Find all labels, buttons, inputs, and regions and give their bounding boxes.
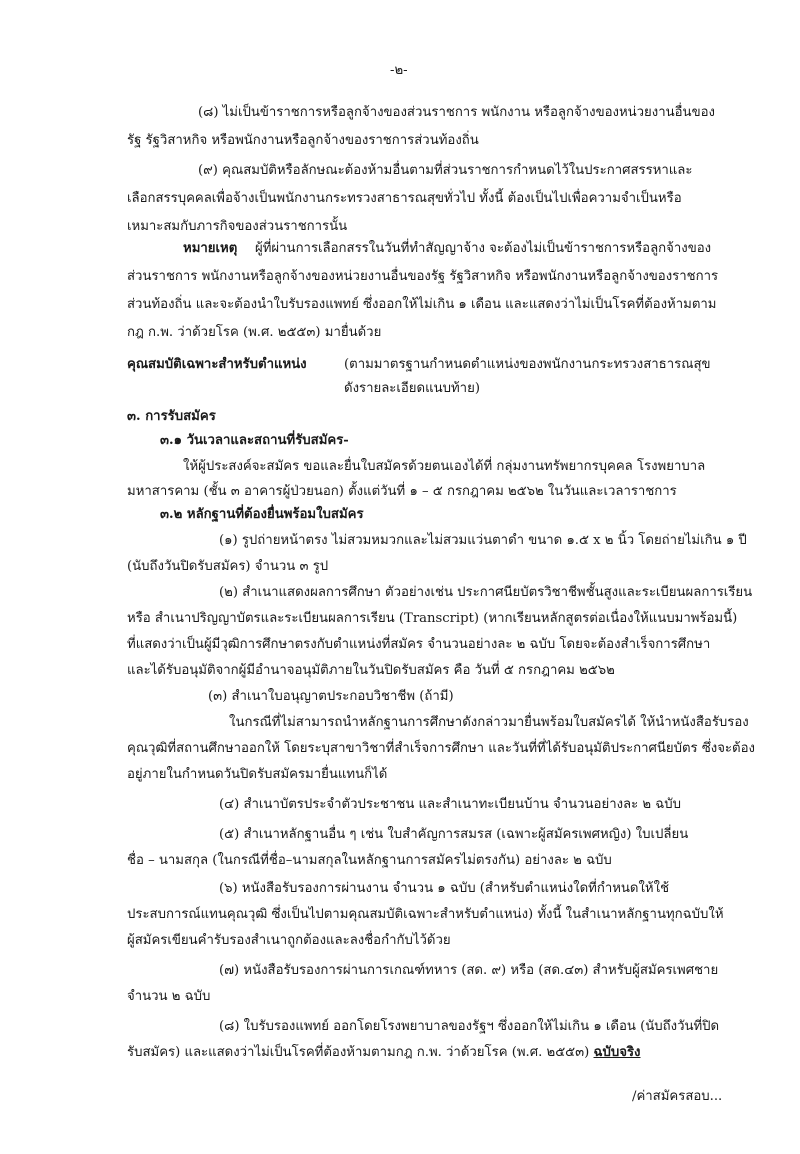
note-line-1: ผู้ที่ผ่านการเลือกสรรในวันที่ทำสัญญาจ้าง จะต้องไม่เป็นข้าราชการหรือลูกจ้างของ: [255, 241, 712, 256]
doc-6-line-2: ประสบการณ์แทนคุณวุฒิ ซึ่งเป็นไปตามคุณสมบัติเฉพาะสำหรับตำแหน่ง) ทั้งนี้ ในสำเนาหลักฐานทุกฉบับให้: [127, 907, 724, 922]
position-qual-line-2: ดังรายละเอียดแนบท้าย): [344, 381, 480, 396]
note-label: หมายเหตุ: [183, 241, 238, 256]
doc-5-line-2: ชื่อ – นามสกุล (ในกรณีที่ชื่อ–นามสกุลในหลักฐานการสมัครไม่ตรงกัน) อย่างละ ๒ ฉบับ: [127, 853, 612, 868]
doc-3-line-3: คุณวุฒิที่สถานศึกษาออกให้ โดยระบุสาขาวิชาที่สำเร็จการศึกษา และวันที่ที่ได้รับอนุมัติประกาศนียบัตร ซึ่งจะต้อง: [127, 741, 755, 756]
note-line-2: ส่วนราชการ พนักงานหรือลูกจ้างของหน่วยงานอื่นของรัฐ รัฐวิสาหกิจ หรือพนักงานหรือลูกจ้างของราชการ: [127, 269, 719, 284]
position-qual-line-1: (ตามมาตรฐานกำหนดตำแหน่งของพนักงานกระทรวงสาธารณสุข: [344, 357, 711, 372]
doc-8-line-1: (๘) ใบรับรองแพทย์ ออกโดยโรงพยาบาลของรัฐฯ ซึ่งออกให้ไม่เกิน ๑ เดือน (นับถึงวันที่ปิด: [219, 1019, 720, 1034]
doc-3-line-1: (๓) สำเนาใบอนุญาตประกอบวิชาชีพ (ถ้ามี): [208, 689, 454, 704]
position-qual-heading: คุณสมบัติเฉพาะสำหรับตำแหน่ง: [127, 357, 307, 372]
item-8-line-2: รัฐ รัฐวิสาหกิจ หรือพนักงานหรือลูกจ้างของราชการส่วนท้องถิ่น: [127, 133, 479, 148]
continuation-marker: /ค่าสมัครสอบ...: [632, 1089, 723, 1104]
doc-2-line-3: ที่แสดงว่าเป็นผู้มีวุฒิการศึกษาตรงกับตำแหน่งที่สมัคร จำนวนอย่างละ ๒ ฉบับ โดยจะต้องสำเร็จการศึกษา: [127, 637, 711, 652]
doc-6-line-3: ผู้สมัครเขียนคำรับรองสำเนาถูกต้องและลงชื่อกำกับไว้ด้วย: [127, 933, 451, 948]
doc-2-line-1: (๒) สำเนาแสดงผลการศึกษา ตัวอย่างเช่น ประกาศนียบัตรวิชาชีพชั้นสูงและระเบียนผลการเรียน: [219, 585, 753, 600]
item-8-line-1: (๘) ไม่เป็นข้าราชการหรือลูกจ้างของส่วนราชการ พนักงาน หรือลูกจ้างของหน่วยงานอื่นของ: [198, 105, 715, 120]
doc-8-emphasis: ฉบับจริง: [593, 1045, 641, 1060]
doc-5-line-1: (๕) สำเนาหลักฐานอื่น ๆ เช่น ใบสำคัญการสมรส (เฉพาะผู้สมัครเพศหญิง) ใบเปลี่ยน: [219, 827, 689, 842]
section-3-heading: ๓. การรับสมัคร: [127, 409, 216, 424]
section-3-1-heading: ๓.๑ วันเวลาและสถานที่รับสมัคร-: [160, 433, 349, 448]
doc-8-line-2-text: รับสมัคร) และแสดงว่าไม่เป็นโรคที่ต้องห้ามตามกฎ ก.พ. ว่าด้วยโรค (พ.ศ. ๒๕๕๓): [127, 1045, 590, 1060]
doc-7-line-1: (๗) หนังสือรับรองการผ่านการเกณฑ์ทหาร (สด. ๙) หรือ (สด.๔๓) สำหรับผู้สมัครเพศชาย: [219, 963, 719, 978]
item-9-line-2: เลือกสรรบุคคลเพื่อจ้างเป็นพนักงานกระทรวงสาธารณสุขทั่วไป ทั้งนี้ ต้องเป็นไปเพื่อความจำเป็นหรือ: [127, 191, 682, 206]
item-9-line-1: (๙) คุณสมบัติหรือลักษณะต้องห้ามอื่นตามที่ส่วนราชการกำหนดไว้ในประกาศสรรหาและ: [198, 163, 693, 178]
doc-2-line-4: และได้รับอนุมัติจากผู้มีอำนาจอนุมัติภายในวันปิดรับสมัคร คือ วันที่ ๕ กรกฎาคม ๒๕๖๒: [127, 663, 615, 678]
doc-4-line-1: (๔) สำเนาบัตรประจำตัวประชาชน และสำเนาทะเบียนบ้าน จำนวนอย่างละ ๒ ฉบับ: [219, 797, 682, 812]
doc-2-line-2: หรือ สำเนาปริญญาบัตรและระเบียนผลการเรียน (Transcript) (หากเรียนหลักสูตรต่อเนื่องให้แนบมาพร้อมนี้): [127, 611, 738, 626]
doc-8-line-2: [127, 1044, 641, 1062]
section-3-1-line-1: ให้ผู้ประสงค์จะสมัคร ขอและยื่นใบสมัครด้วยตนเองได้ที่ กลุ่มงานทรัพยากรบุคคล โรงพยาบาล: [183, 459, 706, 474]
doc-6-line-1: (๖) หนังสือรับรองการผ่านงาน จำนวน ๑ ฉบับ (สำหรับตำแหน่งใดที่กำหนดให้ใช้: [219, 881, 670, 896]
doc-1-line-2: (นับถึงวันปิดรับสมัคร) จำนวน ๓ รูป: [127, 559, 329, 574]
note-line-4: กฎ ก.พ. ว่าด้วยโรค (พ.ศ. ๒๕๕๓) มายื่นด้วย: [127, 325, 382, 340]
doc-1-line-1: (๑) รูปถ่ายหน้าตรง ไม่สวมหมวกและไม่สวมแว่นตาดำ ขนาด ๑.๕ x ๒ นิ้ว โดยถ่ายไม่เกิน ๑ ปี: [219, 533, 747, 548]
doc-3-line-4: อยู่ภายในกำหนดวันปิดรับสมัครมายื่นแทนก็ได้: [127, 767, 388, 782]
note-line-3: ส่วนท้องถิ่น และจะต้องนำใบรับรองแพทย์ ซึ่งออกให้ไม่เกิน ๑ เดือน และแสดงว่าไม่เป็นโรคที่ต้องห้ามตาม: [127, 297, 717, 312]
section-3-1-line-2: มหาสารคาม (ชั้น ๓ อาคารผู้ป่วยนอก) ตั้งแต่วันที่ ๑ – ๕ กรกฎาคม ๒๕๖๒ ในวันและเวลาราชการ: [127, 484, 677, 499]
section-3-2-heading: ๓.๒ หลักฐานที่ต้องยื่นพร้อมใบสมัคร: [160, 507, 364, 522]
page-number: -๒-: [390, 63, 408, 78]
doc-7-line-2: จำนวน ๒ ฉบับ: [127, 989, 211, 1004]
item-9-line-3: เหมาะสมกับภารกิจของส่วนราชการนั้น: [127, 219, 348, 234]
doc-3-line-2: ในกรณีที่ไม่สามารถนำหลักฐานการศึกษาดังกล่าวมายื่นพร้อมใบสมัครได้ ให้นำหนังสือรับรอง: [229, 715, 749, 730]
